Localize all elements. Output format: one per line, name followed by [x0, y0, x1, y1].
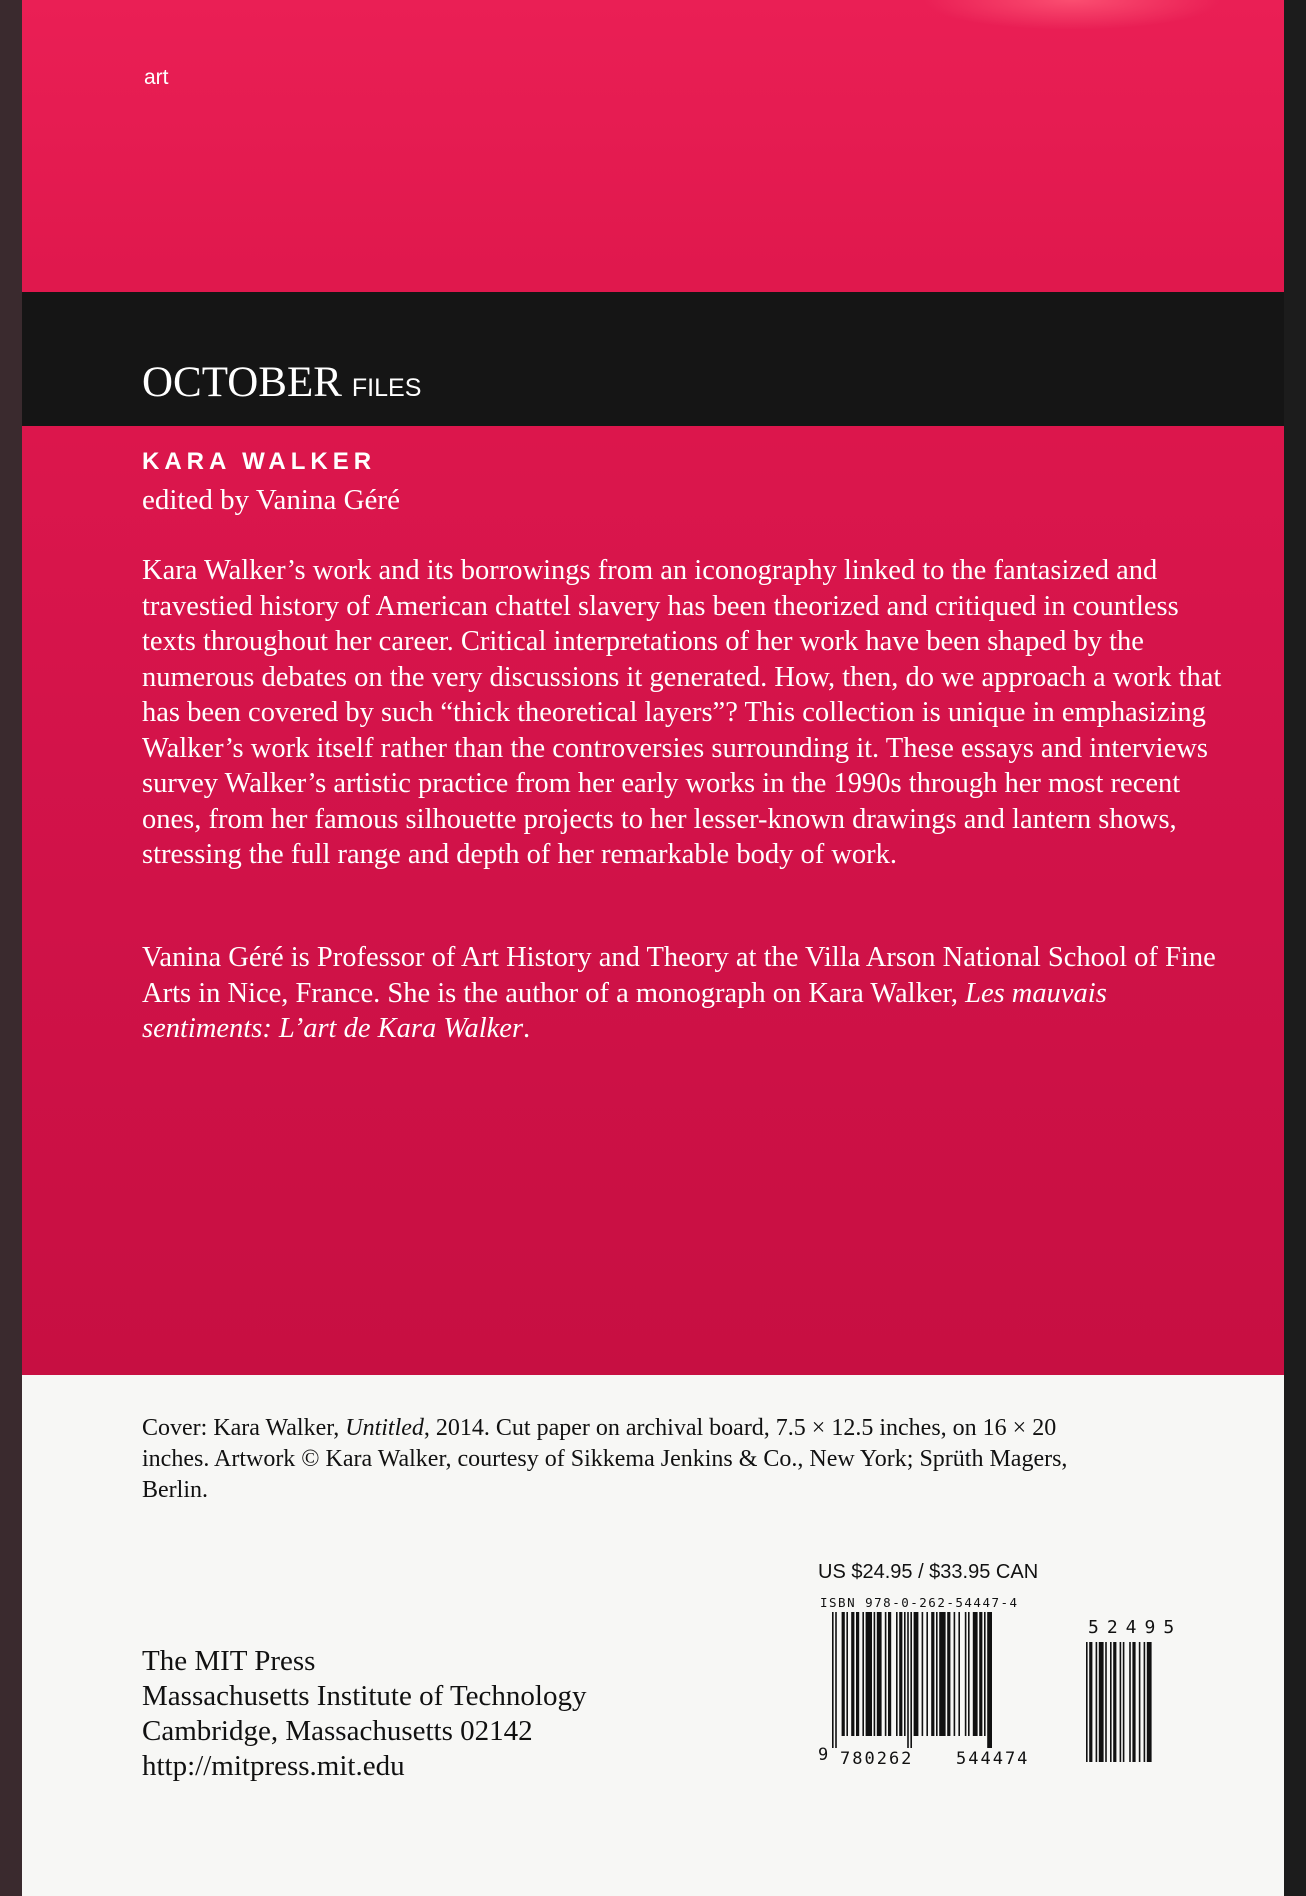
- editor-bio: [142, 940, 1222, 1047]
- publisher-name: The MIT Press: [142, 1645, 316, 1677]
- barcode-addon-digits: 52495: [1088, 1617, 1183, 1638]
- bio-end: .: [523, 1013, 531, 1044]
- bio-book-title: Les mauvais sentiments: L’art de Kara Walker: [142, 977, 1107, 1044]
- series-subtitle: FILES: [351, 374, 422, 402]
- barcode-lead-digit: 9: [818, 1745, 829, 1765]
- series-title: [142, 358, 421, 407]
- right-edge-shadow: [1284, 0, 1306, 1896]
- category-label: art: [144, 66, 169, 89]
- credit-prefix: Cover: Kara Walker,: [142, 1415, 340, 1441]
- book-editor: edited by Vanina Géré: [142, 484, 400, 516]
- left-edge-shadow: [0, 0, 22, 1896]
- top-highlight: [922, 0, 1222, 30]
- publisher-block: [142, 1644, 586, 1784]
- barcode-left-digits: 780262: [840, 1749, 914, 1769]
- isbn-label: ISBN 978-0-262-54447-4: [820, 1595, 1019, 1610]
- publisher-url: http://mitpress.mit.edu: [142, 1750, 405, 1782]
- barcode-right-digits: 544474: [956, 1749, 1030, 1769]
- book-author: KARA WALKER: [142, 448, 377, 475]
- addon-barcode-icon: [1082, 1642, 1192, 1772]
- publisher-institution: Massachusetts Institute of Technology: [142, 1680, 587, 1712]
- publisher-city: Cambridge, Massachusetts 02142: [142, 1715, 533, 1747]
- credit-artwork-title: Untitled: [345, 1415, 424, 1441]
- book-description: Kara Walker’s work and its borrowings from an iconography linked to the fantasized and travestied history of American chattel slavery has been theorized and critiqued in countless texts throughout her career. Critical interpretations of her work have been shaped by the numerous debates on the very discussions it generated. How, then, do we approach a work that has been covered by such “thick theoretical layers”? This collection is unique in emphasizing Walker’s work itself rather than the controversies surrounding it. These essays and interviews survey Walker’s artistic practice from her early works in the 1990s through her most recent ones, from her famous silhouette projects to her lesser-known drawings and lantern shows, stressing the full range and depth of her remarkable body of work.: [142, 555, 1222, 870]
- bio-text: Vanina Géré is Professor of Art History and Theory at the Villa Arson National School of Fine Arts in Nice, France. She is the author of a monograph on Kara Walker,: [142, 942, 1216, 1009]
- cover-credit: [142, 1413, 1102, 1506]
- barcode-icon: [818, 1612, 1074, 1772]
- price-label: US $24.95 / $33.95 CAN: [818, 1561, 1039, 1583]
- series-main-title: OCTOBER: [142, 359, 342, 406]
- credit-rest: , 2014. Cut paper on archival board, 7.5 × 12.5 inches, on 16 × 20 inches. Artwork © Kara Walker, courtesy of Sikkema Jenkins & Co., New York; Sprüth Magers, Berlin.: [142, 1415, 1068, 1503]
